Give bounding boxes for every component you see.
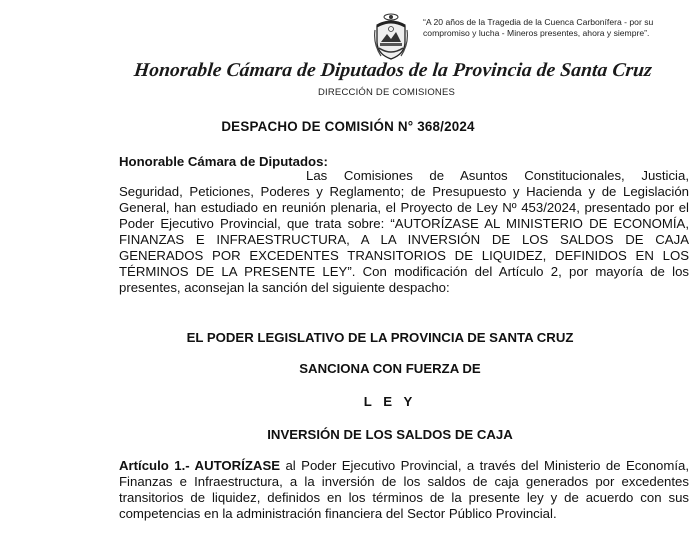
article-1 <box>119 458 689 522</box>
article-1-text: al Poder Ejecutivo Provincial, a través del Ministerio de Economía, Finanzas e Infraestructura, a la inversión de los saldos de caja generados por excedentes transitorios de liquidez, definidos en los términos de la presente ley y de acuerdo con sus competencias en la administración financiera del Sector Público Provincial. <box>119 458 689 521</box>
department-name: DIRECCIÓN DE COMISIONES <box>317 87 456 98</box>
article-1-label: Artículo 1.- AUTORÍZASE <box>119 458 281 473</box>
addressee: Honorable Cámara de Diputados: <box>119 154 328 169</box>
sanction-line: SANCIONA CON FUERZA DE <box>299 361 481 376</box>
dispatch-title: DESPACHO DE COMISIÓN N° 368/2024 <box>221 119 475 134</box>
chamber-letterhead: Honorable Cámara de Diputados de la Provincia de Santa Cruz <box>132 60 653 81</box>
law-heading: L E Y <box>363 394 417 409</box>
body-paragraph <box>119 168 689 296</box>
law-title: INVERSIÓN DE LOS SALDOS DE CAJA <box>267 427 513 442</box>
commemorative-motto: “A 20 años de la Tragedia de la Cuenca Carbonífera - por su compromiso y lucha - Mineros presentes, ahora y siempre”. <box>423 17 654 38</box>
body-text: Las Comisiones de Asuntos Constitucionales, Justicia, Seguridad, Peticiones, Poderes y Reglamento; de Presupuesto y Hacienda y de Legislación General, han estudiado en reunión plenaria, el Proyecto de Ley Nº 453/2024, presentado por el Poder Ejecutivo Provincial, que trata sobre: “AUTORÍZASE AL MINISTERIO DE ECONOMÍA, FINANZAS E INFRAESTRUCTURA, A LA INVERSIÓN DE LOS SALDOS DE CAJA GENERADOS POR EXCEDENTES TRANSITORIOS DE LIQUIDEZ, DEFINIDOS EN LOS TÉRMINOS DE LA PRESENTE LEY”. Con modificación del Artículo 2, por mayoría de los presentes, aconsejan la sanción del siguiente despacho: <box>119 168 689 295</box>
legislative-power-line: EL PODER LEGISLATIVO DE LA PROVINCIA DE SANTA CRUZ <box>186 330 574 345</box>
provincial-coat-of-arms-icon <box>373 12 409 62</box>
